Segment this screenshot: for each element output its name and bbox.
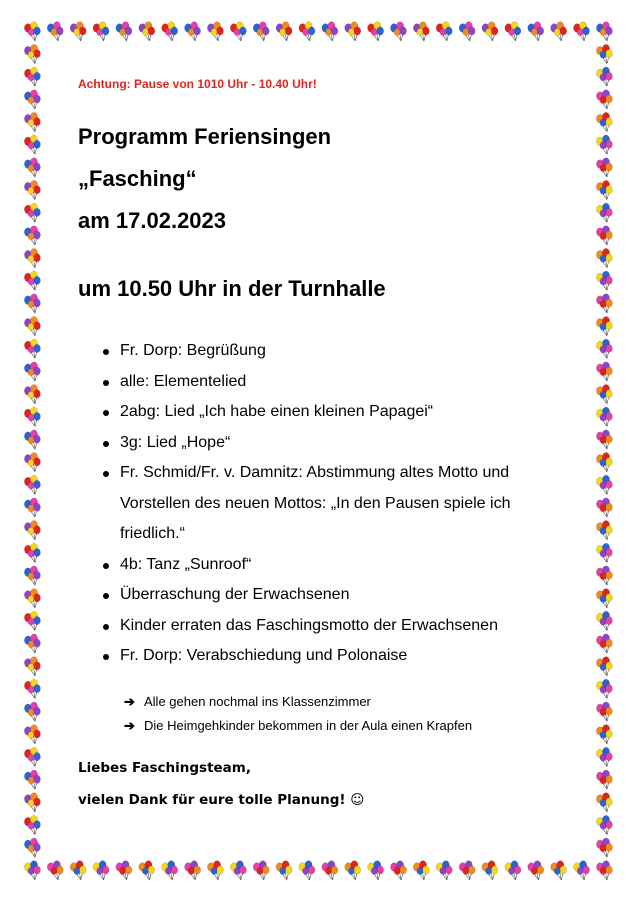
balloon-bunch-icon: [24, 475, 40, 494]
program-item: Fr. Dorp: Verabschiedung und Polonaise: [120, 641, 560, 672]
balloon-bunch-icon: [596, 521, 612, 540]
balloon-bunch-icon: [596, 679, 612, 698]
balloon-bunch-icon: [116, 22, 132, 41]
balloon-bunch-icon: [574, 22, 590, 41]
balloon-bunch-icon: [596, 589, 612, 608]
balloon-bunch-icon: [24, 180, 40, 199]
balloon-bunch-icon: [596, 271, 612, 290]
program-item: 4b: Tanz „Sunroof“: [120, 550, 560, 581]
balloon-bunch-icon: [139, 861, 155, 880]
balloon-bunch-icon: [596, 112, 612, 131]
balloon-bunch-icon: [596, 67, 612, 86]
balloon-bunch-icon: [24, 294, 40, 313]
balloon-bunch-icon: [459, 861, 475, 880]
balloon-bunch-icon: [596, 453, 612, 472]
balloon-bunch-icon: [24, 521, 40, 540]
balloon-bunch-icon: [24, 815, 40, 834]
balloon-bunch-icon: [24, 44, 40, 63]
balloon-bunch-icon: [574, 861, 590, 880]
balloon-bunch-icon: [413, 22, 429, 41]
balloon-bunch-icon: [93, 22, 109, 41]
title-motto: „Fasching“: [78, 166, 197, 191]
balloon-bunch-icon: [299, 861, 315, 880]
balloon-bunch-icon: [47, 861, 63, 880]
balloon-bunch-icon: [345, 861, 361, 880]
title-date: am 17.02.2023: [78, 208, 227, 233]
balloon-bunch-icon: [24, 158, 40, 177]
balloon-bunch-icon: [390, 861, 406, 880]
balloon-bunch-icon: [596, 475, 612, 494]
program-item: Fr. Dorp: Begrüßung: [120, 336, 560, 367]
balloon-bunch-icon: [24, 793, 40, 812]
balloon-bunch-icon: [528, 22, 544, 41]
balloon-bunch-icon: [459, 22, 475, 41]
balloon-bunch-icon: [162, 22, 178, 41]
balloon-bunch-icon: [24, 634, 40, 653]
balloon-bunch-icon: [207, 861, 223, 880]
balloon-bunch-icon: [185, 22, 201, 41]
thanks-greeting: Liebes Faschingsteam,: [78, 760, 251, 776]
balloon-bunch-icon: [24, 67, 40, 86]
balloon-bunch-icon: [596, 44, 612, 63]
balloon-bunch-icon: [596, 702, 612, 721]
title-program: Programm Feriensingen: [78, 124, 332, 149]
balloon-bunch-icon: [596, 362, 612, 381]
program-list: [120, 336, 560, 672]
balloon-bunch-icon: [24, 316, 40, 335]
balloon-bunch-icon: [596, 316, 612, 335]
pause-notice: Achtung: Pause von 1010 Uhr - 10.40 Uhr!: [78, 77, 317, 91]
balloon-bunch-icon: [230, 22, 246, 41]
balloon-bunch-icon: [24, 203, 40, 222]
balloon-bunch-icon: [596, 498, 612, 517]
balloon-bunch-icon: [24, 679, 40, 698]
balloon-bunch-icon: [482, 22, 498, 41]
balloon-bunch-icon: [596, 747, 612, 766]
balloon-bunch-icon: [596, 294, 612, 313]
balloon-bunch-icon: [596, 861, 612, 880]
balloon-bunch-icon: [24, 271, 40, 290]
balloon-bunch-icon: [47, 22, 63, 41]
balloon-bunch-icon: [299, 22, 315, 41]
balloon-bunch-icon: [207, 22, 223, 41]
arrow-right-icon: ➔: [124, 694, 135, 709]
notes-list: [124, 690, 472, 738]
balloon-bunch-icon: [596, 407, 612, 426]
balloon-bunch-icon: [596, 611, 612, 630]
balloon-bunch-icon: [24, 702, 40, 721]
balloon-bunch-icon: [24, 362, 40, 381]
balloon-bunch-icon: [24, 725, 40, 744]
balloon-bunch-icon: [322, 22, 338, 41]
balloon-bunch-icon: [596, 248, 612, 267]
balloon-bunch-icon: [70, 22, 86, 41]
balloon-bunch-icon: [24, 543, 40, 562]
balloon-bunch-icon: [596, 634, 612, 653]
balloon-bunch-icon: [345, 22, 361, 41]
balloon-bunch-icon: [596, 566, 612, 585]
balloon-bunch-icon: [596, 815, 612, 834]
balloon-bunch-icon: [24, 112, 40, 131]
balloon-bunch-icon: [596, 657, 612, 676]
balloon-bunch-icon: [24, 747, 40, 766]
balloon-bunch-icon: [505, 861, 521, 880]
balloon-bunch-icon: [70, 861, 86, 880]
balloon-bunch-icon: [368, 861, 384, 880]
balloon-bunch-icon: [24, 90, 40, 109]
balloon-bunch-icon: [596, 384, 612, 403]
balloon-bunch-icon: [24, 589, 40, 608]
balloon-bunch-icon: [230, 861, 246, 880]
balloon-bunch-icon: [596, 180, 612, 199]
balloon-bunch-icon: [528, 861, 544, 880]
balloon-bunch-icon: [596, 770, 612, 789]
balloon-bunch-icon: [24, 339, 40, 358]
balloon-bunch-icon: [24, 226, 40, 245]
balloon-bunch-icon: [596, 838, 612, 857]
balloon-bunch-icon: [413, 861, 429, 880]
balloon-bunch-icon: [368, 22, 384, 41]
balloon-bunch-icon: [24, 22, 40, 41]
note-text: Alle gehen nochmal ins Klassenzimmer: [144, 694, 371, 709]
program-item: Kinder erraten das Faschingsmotto der Erwachsenen: [120, 611, 560, 642]
balloon-bunch-icon: [390, 22, 406, 41]
balloon-bunch-icon: [24, 611, 40, 630]
balloon-bunch-icon: [436, 22, 452, 41]
balloon-bunch-icon: [276, 22, 292, 41]
balloon-bunch-icon: [162, 861, 178, 880]
balloon-bunch-icon: [24, 861, 40, 880]
balloon-bunch-icon: [596, 793, 612, 812]
note-item: [124, 714, 472, 738]
balloon-bunch-icon: [253, 22, 269, 41]
balloon-bunch-icon: [322, 861, 338, 880]
balloon-bunch-icon: [116, 861, 132, 880]
balloon-bunch-icon: [24, 566, 40, 585]
balloon-bunch-icon: [596, 430, 612, 449]
balloon-bunch-icon: [276, 861, 292, 880]
balloon-bunch-icon: [551, 861, 567, 880]
balloon-bunch-icon: [596, 543, 612, 562]
balloon-bunch-icon: [24, 384, 40, 403]
balloon-bunch-icon: [482, 861, 498, 880]
balloon-bunch-icon: [596, 339, 612, 358]
balloon-bunch-icon: [24, 430, 40, 449]
program-item: 3g: Lied „Hope“: [120, 428, 560, 459]
balloon-bunch-icon: [24, 248, 40, 267]
title-time-place: um 10.50 Uhr in der Turnhalle: [78, 276, 386, 301]
balloon-bunch-icon: [24, 498, 40, 517]
balloon-bunch-icon: [596, 725, 612, 744]
balloon-bunch-icon: [24, 838, 40, 857]
balloon-bunch-icon: [596, 90, 612, 109]
balloon-bunch-icon: [24, 770, 40, 789]
balloon-bunch-icon: [596, 203, 612, 222]
balloon-bunch-icon: [596, 226, 612, 245]
balloon-bunch-icon: [253, 861, 269, 880]
balloon-bunch-icon: [24, 657, 40, 676]
program-item: Fr. Schmid/Fr. v. Damnitz: Abstimmung altes Motto und Vorstellen des neuen Mottos: „In den Pausen spiele ich friedlich.“: [120, 458, 560, 550]
balloon-bunch-icon: [436, 861, 452, 880]
balloon-bunch-icon: [505, 22, 521, 41]
thanks-message: vielen Dank für eure tolle Planung! ☺: [78, 792, 365, 808]
balloon-bunch-icon: [596, 135, 612, 154]
balloon-bunch-icon: [93, 861, 109, 880]
balloon-bunch-icon: [596, 22, 612, 41]
balloon-bunch-icon: [551, 22, 567, 41]
balloon-bunch-icon: [139, 22, 155, 41]
arrow-right-icon: ➔: [124, 718, 135, 733]
program-item: 2abg: Lied „Ich habe einen kleinen Papagei“: [120, 397, 560, 428]
program-item: alle: Elementelied: [120, 367, 560, 398]
balloon-bunch-icon: [185, 861, 201, 880]
balloon-bunch-icon: [24, 135, 40, 154]
balloon-bunch-icon: [24, 407, 40, 426]
balloon-bunch-icon: [596, 158, 612, 177]
note-item: [124, 690, 472, 714]
program-item: Überraschung der Erwachsenen: [120, 580, 560, 611]
balloon-bunch-icon: [24, 453, 40, 472]
note-text: Die Heimgehkinder bekommen in der Aula einen Krapfen: [144, 718, 473, 733]
